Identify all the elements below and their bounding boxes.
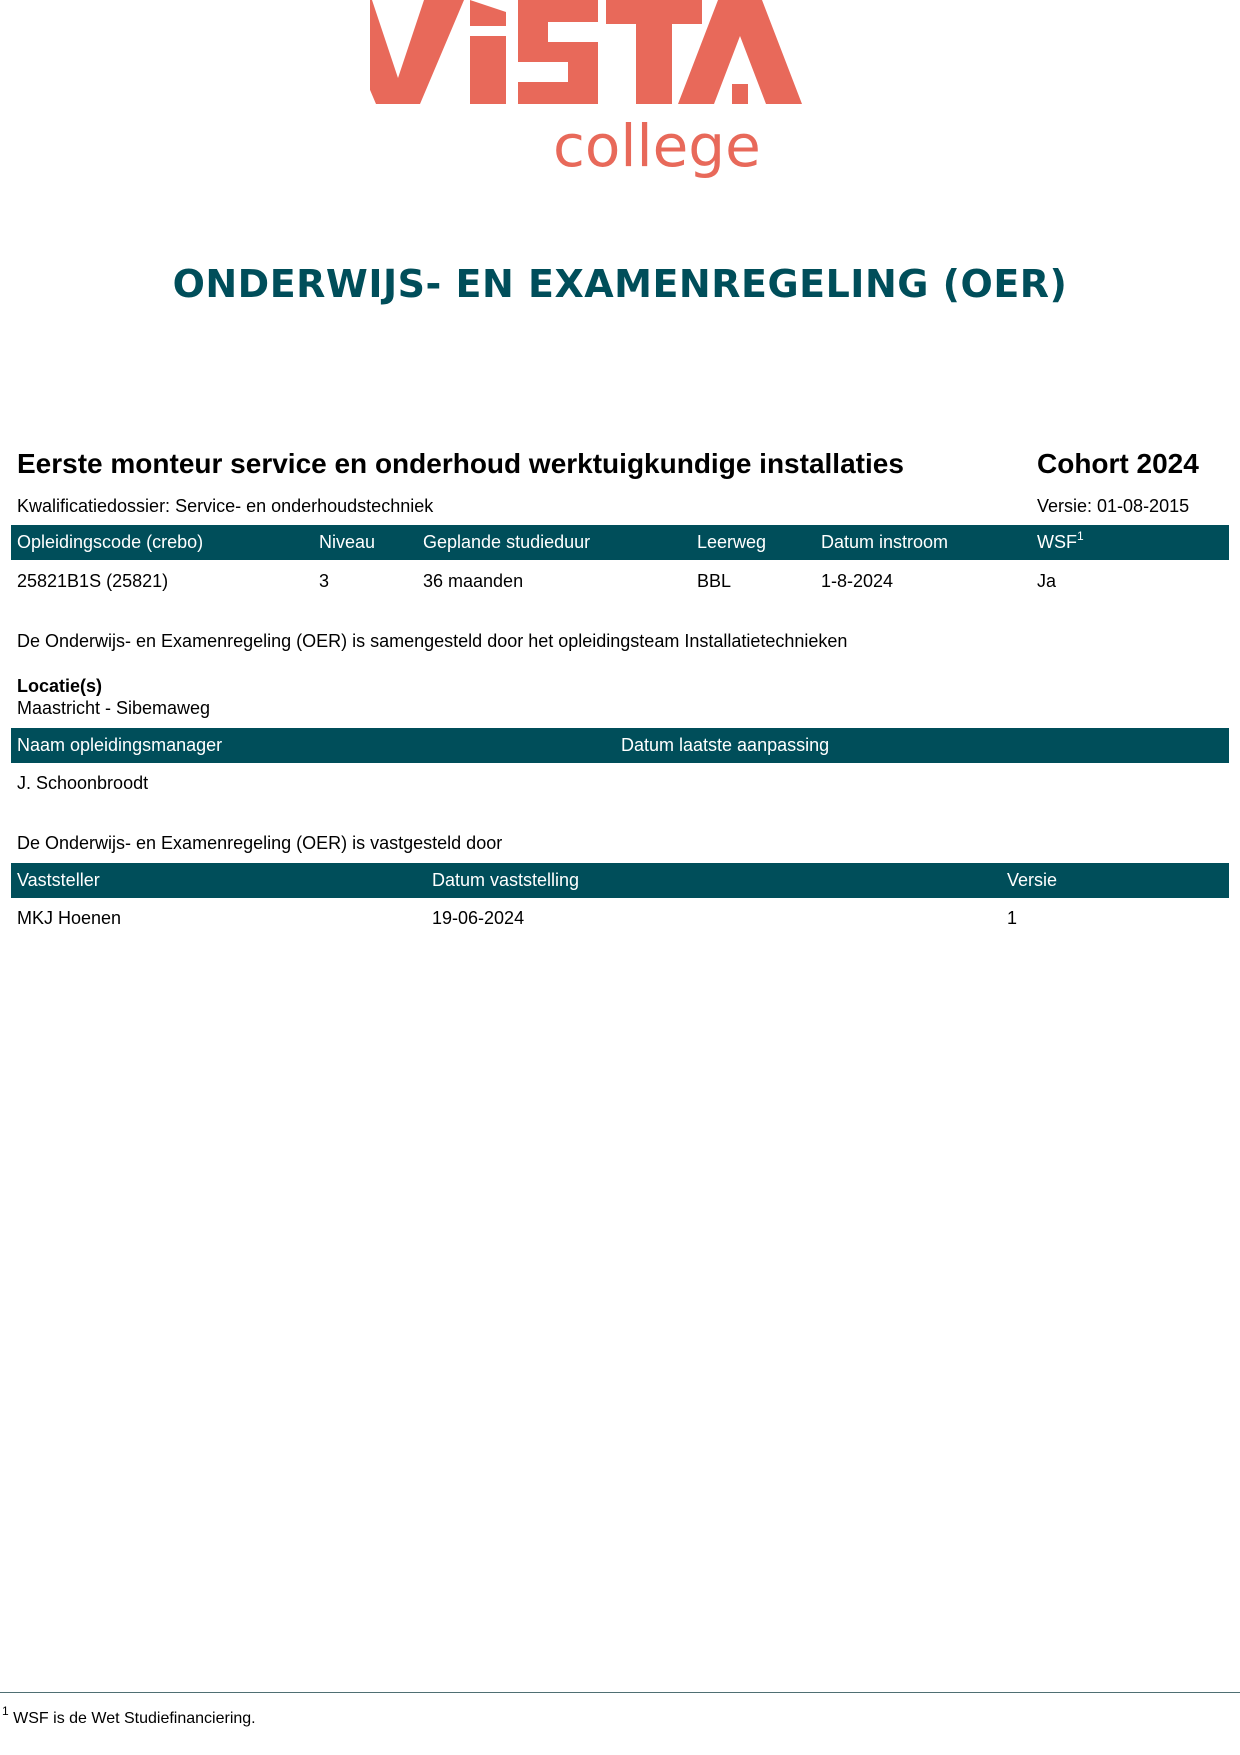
header-level: Niveau: [319, 532, 376, 552]
footnote-ref: 1: [1077, 529, 1084, 543]
cell-duration: 36 maanden: [423, 571, 524, 591]
vista-wordmark: [370, 0, 802, 104]
version-label: Versie: 01-08-2015: [1037, 496, 1190, 516]
cell-manager-name: J. Schoonbroodt: [17, 773, 149, 793]
cell-path: BBL: [697, 571, 732, 591]
header-duration: Geplande studieduur: [423, 532, 591, 552]
composed-by-text: De Onderwijs- en Examenregeling (OER) is samengesteld door het opleidingsteam Installatietechnieken: [17, 631, 848, 651]
header-approver: Vaststeller: [17, 870, 100, 890]
footnote-marker: 1: [2, 1704, 9, 1718]
approval-table-header: [11, 863, 1229, 898]
locations-value: Maastricht - Sibemaweg: [17, 698, 211, 718]
cell-wsf: Ja: [1037, 571, 1057, 591]
header-code: Opleidingscode (crebo): [17, 532, 204, 552]
locations-label: Locatie(s): [17, 676, 103, 696]
footnote-separator: [0, 1692, 1240, 1693]
header-last-change: Datum laatste aanpassing: [621, 735, 830, 755]
header-start: Datum instroom: [821, 532, 949, 552]
footnote-text: WSF is de Wet Studiefinanciering.: [13, 1710, 256, 1727]
header-path: Leerweg: [697, 532, 767, 552]
program-table-header: [11, 525, 1229, 560]
vista-college-logo: [370, 0, 870, 210]
cell-code: 25821B1S (25821): [17, 571, 169, 591]
header-manager-name: Naam opleidingsmanager: [17, 735, 223, 755]
established-by-text: De Onderwijs- en Examenregeling (OER) is vastgesteld door: [17, 833, 503, 853]
cell-approver: MKJ Hoenen: [17, 908, 122, 928]
manager-table-header: [11, 728, 1229, 763]
header-wsf: WSF$^1$: [1037, 529, 1084, 552]
cell-version: 1: [1007, 908, 1018, 928]
cell-approval-date: 19-06-2024: [432, 908, 525, 928]
document-title: ONDERWIJS- EN EXAMENREGELING (OER): [172, 262, 1068, 306]
footnote: [2, 1704, 256, 1730]
cell-start: 1-8-2024: [821, 571, 894, 591]
header-approval-date: Datum vaststelling: [432, 870, 580, 890]
cell-level: 3: [319, 571, 330, 591]
qualification-dossier: Kwalificatiedossier: Service- en onderhoudstechniek: [17, 496, 434, 516]
program-name: Eerste monteur service en onderhoud werktuigkundige installaties: [17, 448, 904, 479]
cohort-label: Cohort 2024: [1037, 448, 1199, 479]
header-version: Versie: [1007, 870, 1058, 890]
logo-subtitle: college: [553, 112, 761, 180]
